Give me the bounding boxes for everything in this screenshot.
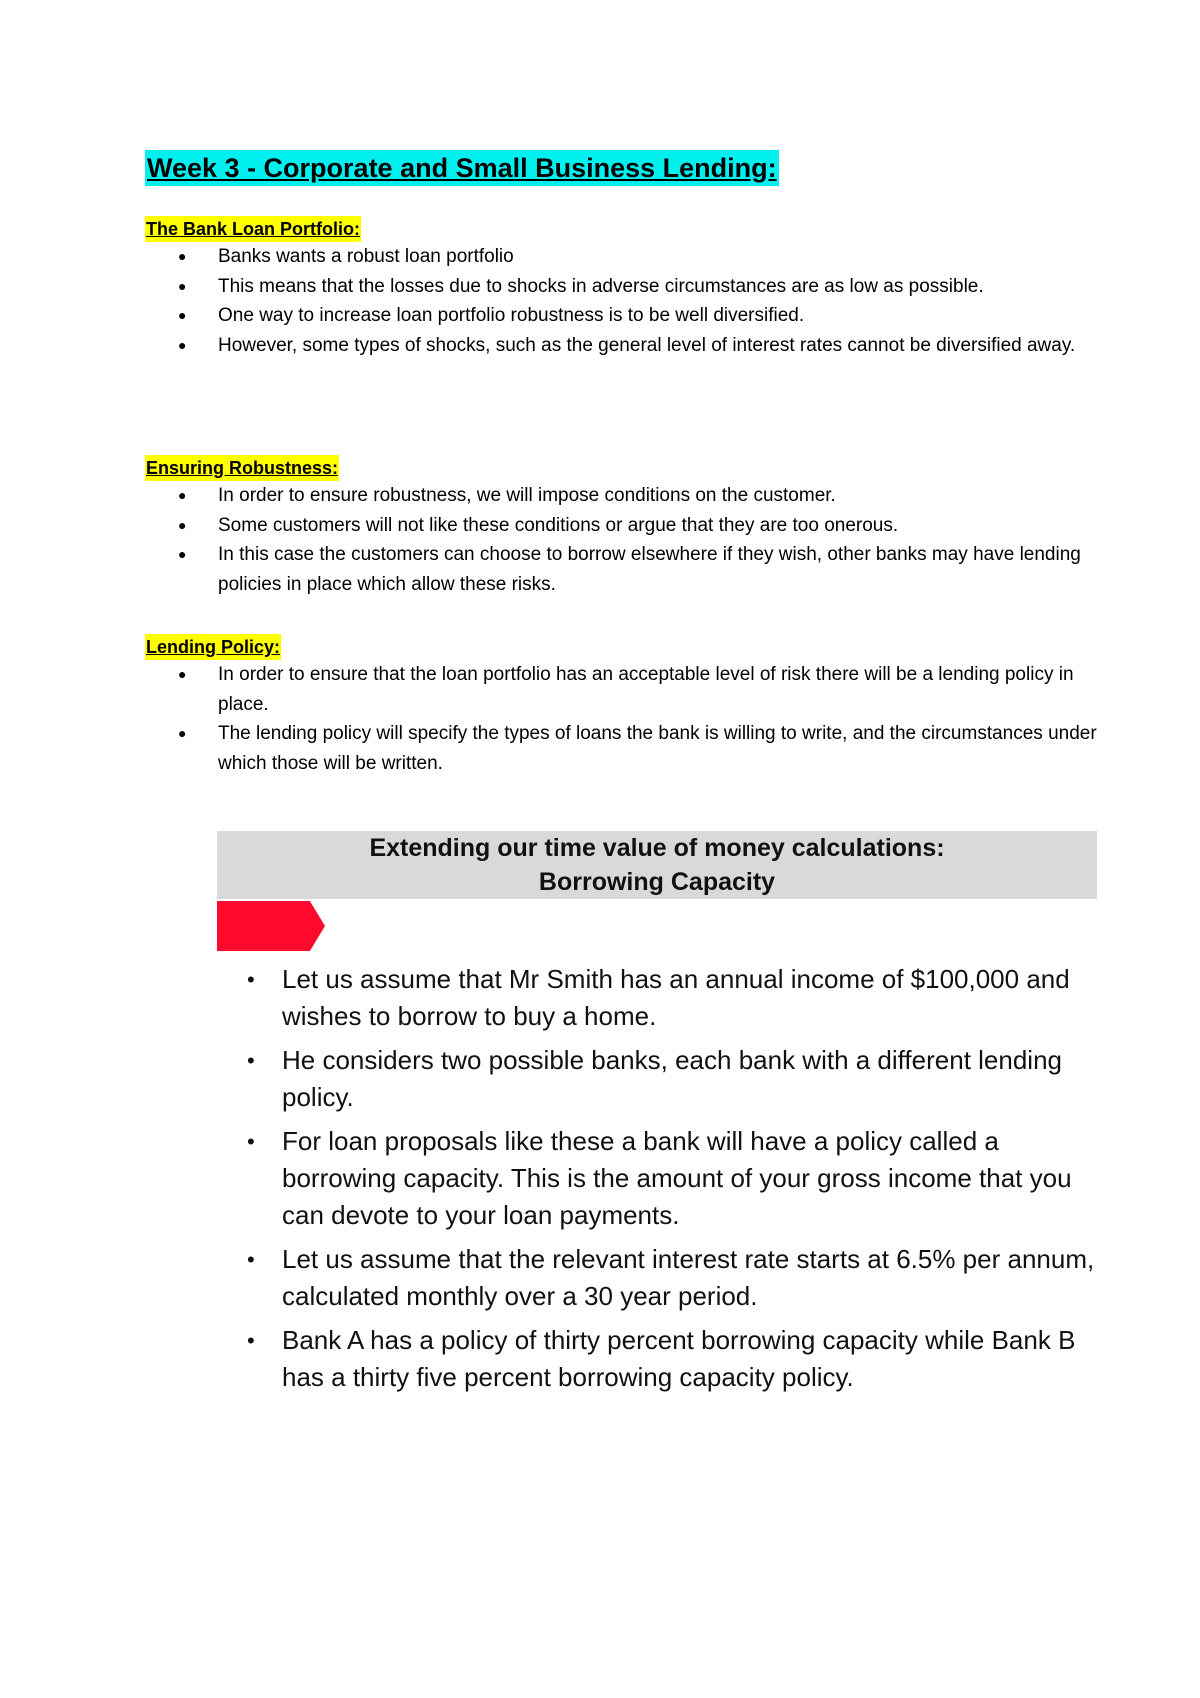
list-item: ● In order to ensure robustness, we will impose conditions on the customer.: [218, 481, 1098, 511]
bullet-list: [145, 242, 1085, 360]
section-ensuring-robustness: [145, 455, 1085, 599]
list-item: ● In this case the customers can choose to borrow elsewhere if they wish, other banks may have lending policies in place which allow these risks.: [218, 540, 1098, 599]
section-heading: Lending Policy:: [145, 634, 281, 660]
slide-list-item: • For loan proposals like these a bank will have a policy called a borrowing capacity. This is the amount of your gross income that you can devote to your loan payments.: [217, 1123, 1097, 1234]
red-arrow-shape: [217, 901, 325, 951]
slide-list-item: • Let us assume that the relevant interest rate starts at 6.5% per annum, calculated monthly over a 30 year period.: [217, 1241, 1097, 1315]
slide-title-bar: [217, 831, 1097, 899]
list-item: ● In order to ensure that the loan portfolio has an acceptable level of risk there will be a lending policy in place.: [218, 660, 1098, 719]
list-item: ● Some customers will not like these conditions or argue that they are too onerous.: [218, 511, 1098, 541]
list-item: ● This means that the losses due to shocks in adverse circumstances are as low as possible.: [218, 272, 1098, 302]
section-heading: Ensuring Robustness:: [145, 455, 339, 481]
slide-title-line-1: Extending our time value of money calculations:: [369, 834, 945, 862]
slide-title-line-2: Borrowing Capacity: [538, 868, 776, 896]
list-item: ● Banks wants a robust loan portfolio: [218, 242, 1098, 272]
slide-list-item: • Let us assume that Mr Smith has an annual income of $100,000 and wishes to borrow to buy a home.: [217, 961, 1097, 1035]
slide-list-item: • Bank A has a policy of thirty percent borrowing capacity while Bank B has a thirty five percent borrowing capacity policy.: [217, 1322, 1097, 1396]
slide-list-item: • He considers two possible banks, each bank with a different lending policy.: [217, 1042, 1097, 1116]
section-bank-loan-portfolio: [145, 216, 1085, 360]
section-heading: The Bank Loan Portfolio:: [145, 216, 361, 242]
page-title: Week 3 - Corporate and Small Business Lending:: [145, 150, 779, 186]
list-item: ● One way to increase loan portfolio robustness is to be well diversified.: [218, 301, 1098, 331]
list-item: ● The lending policy will specify the types of loans the bank is willing to write, and the circumstances under which those will be written.: [218, 719, 1098, 778]
embedded-slide: [217, 831, 1097, 1392]
slide-bullet-list: [217, 961, 1097, 1403]
list-item: ● However, some types of shocks, such as the general level of interest rates cannot be diversified away.: [218, 331, 1098, 361]
bullet-list: [145, 481, 1085, 599]
section-lending-policy: [145, 634, 1097, 778]
bullet-list: [145, 660, 1097, 778]
